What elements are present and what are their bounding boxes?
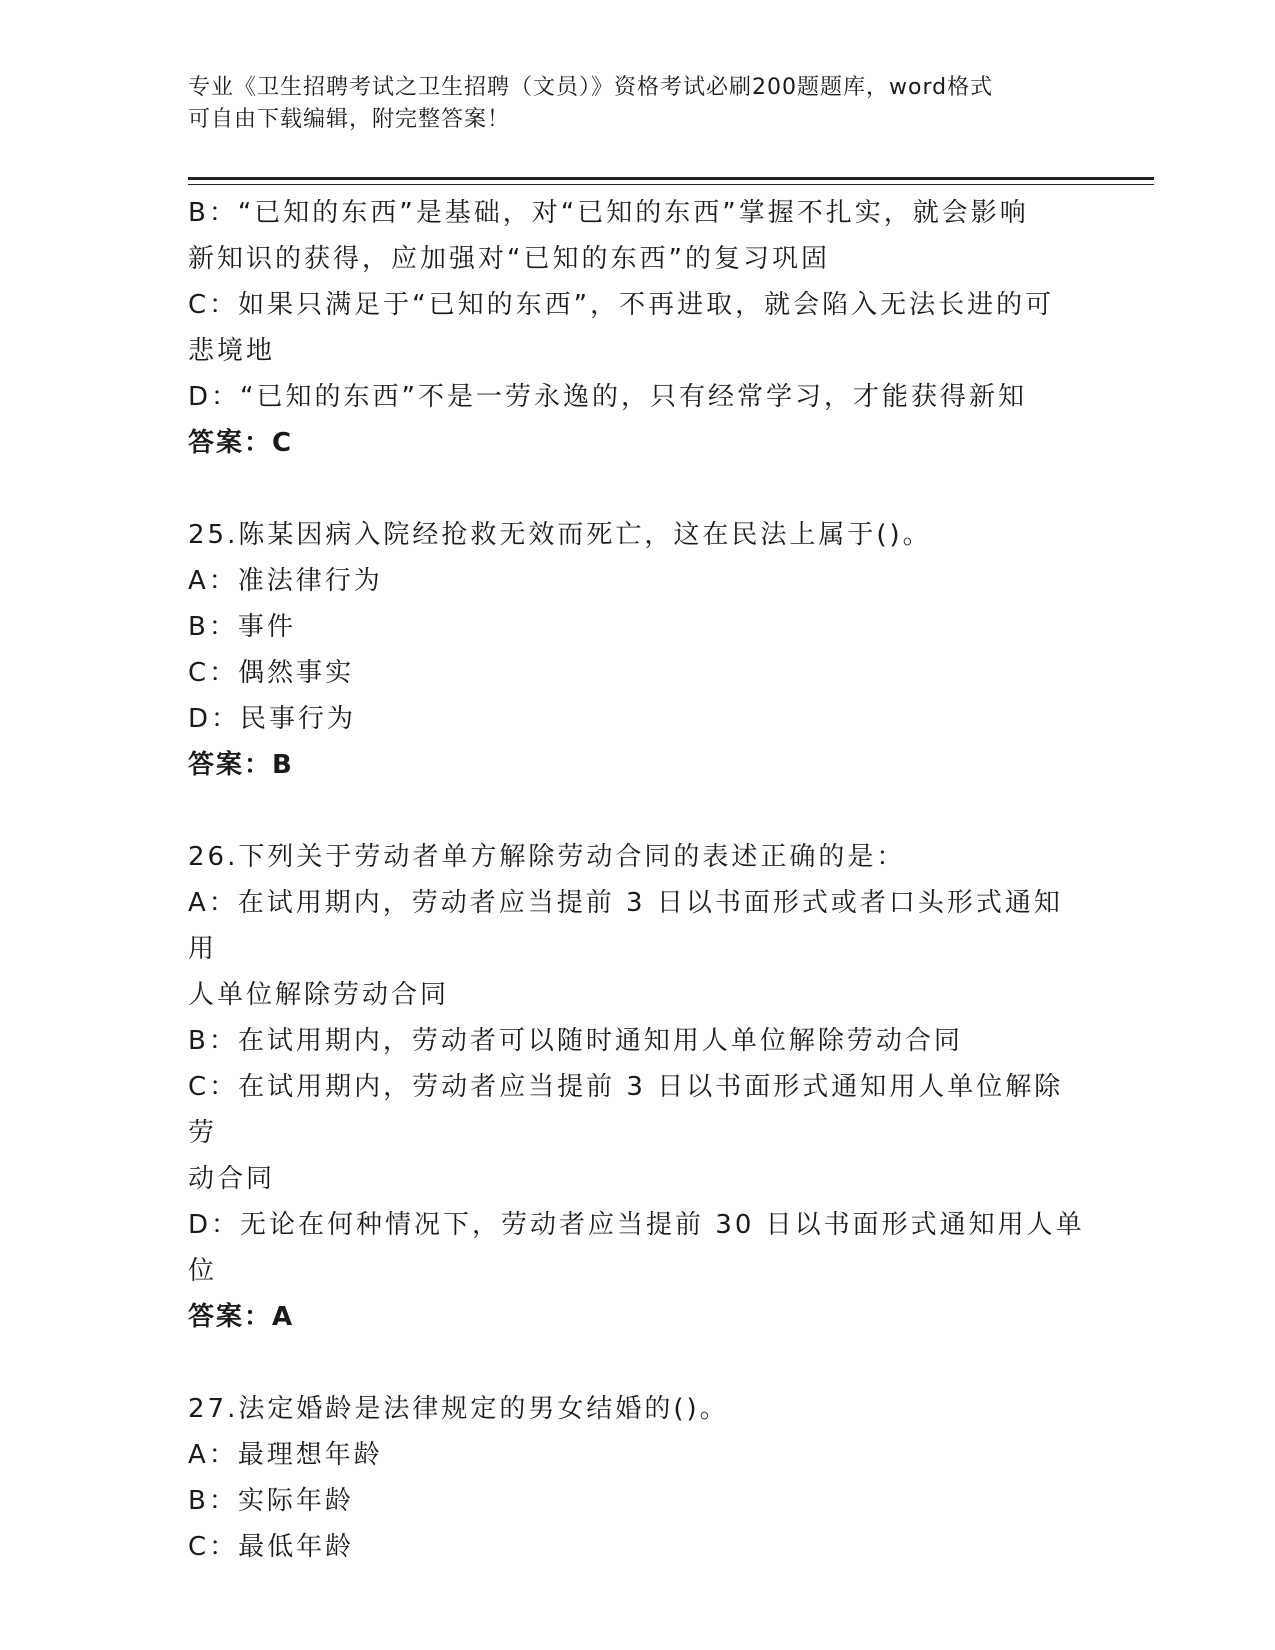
question-27	[188, 1386, 1088, 1570]
option-b-line1: B：“已知的东西”是基础，对“已知的东西”掌握不扎实，就会影响	[188, 198, 1029, 228]
header-divider-thin	[188, 184, 1154, 185]
answer-line: 答案：C	[188, 428, 294, 458]
option-d: D：民事行为	[188, 704, 357, 734]
option-b: B：在试用期内，劳动者可以随时通知用人单位解除劳动合同	[188, 1026, 963, 1056]
option-b: B：事件	[188, 612, 296, 642]
question-25	[188, 512, 1088, 788]
option-a: A：最理想年龄	[188, 1440, 383, 1470]
spacer	[188, 466, 1088, 512]
option-c: C：最低年龄	[188, 1532, 355, 1562]
option-c-line1: C：如果只满足于“已知的东西”，不再进取，就会陷入无法长进的可	[188, 290, 1055, 320]
question-stem: 26.下列关于劳动者单方解除劳动合同的表述正确的是：	[188, 842, 906, 872]
question-stem: 25.陈某因病入院经抢救无效而死亡，这在民法上属于()。	[188, 520, 932, 550]
answer-line: 答案：A	[188, 1302, 295, 1332]
question-stem: 27.法定婚龄是法律规定的男女结婚的()。	[188, 1394, 729, 1424]
option-a-line1: A：在试用期内，劳动者应当提前 3 日以书面形式或者口头形式通知用	[188, 888, 1063, 964]
option-a-line2: 人单位解除劳动合同	[188, 980, 450, 1010]
option-b: B：实际年龄	[188, 1486, 354, 1516]
question-list	[188, 190, 1088, 1570]
spacer	[188, 788, 1088, 834]
option-d-line2: 位	[188, 1256, 218, 1286]
option-c-line2: 悲境地	[188, 336, 276, 366]
header-title-line2: 可自由下载编辑，附完整答案！	[188, 107, 511, 132]
option-b-line2: 新知识的获得，应加强对“已知的东西”的复习巩固	[188, 244, 830, 274]
question-24-continued	[188, 190, 1088, 466]
option-c-line1: C：在试用期内，劳动者应当提前 3 日以书面形式通知用人单位解除劳	[188, 1072, 1064, 1148]
option-c: C：偶然事实	[188, 658, 355, 688]
answer-line: 答案：B	[188, 750, 294, 780]
header-title-line1: 专业《卫生招聘考试之卫生招聘（文员）》资格考试必刷200题题库，word格式	[188, 75, 994, 100]
option-c-line2: 动合同	[188, 1164, 276, 1194]
option-a: A：准法律行为	[188, 566, 383, 596]
option-d-line1: D：“已知的东西”不是一劳永逸的，只有经常学习，才能获得新知	[188, 382, 1027, 412]
option-d-line1: D：无论在何种情况下，劳动者应当提前 30 日以书面形式通知用人单	[188, 1210, 1085, 1240]
spacer	[188, 1340, 1088, 1386]
question-26	[188, 834, 1088, 1340]
document-header	[188, 72, 1088, 136]
header-divider-thick	[188, 177, 1154, 180]
